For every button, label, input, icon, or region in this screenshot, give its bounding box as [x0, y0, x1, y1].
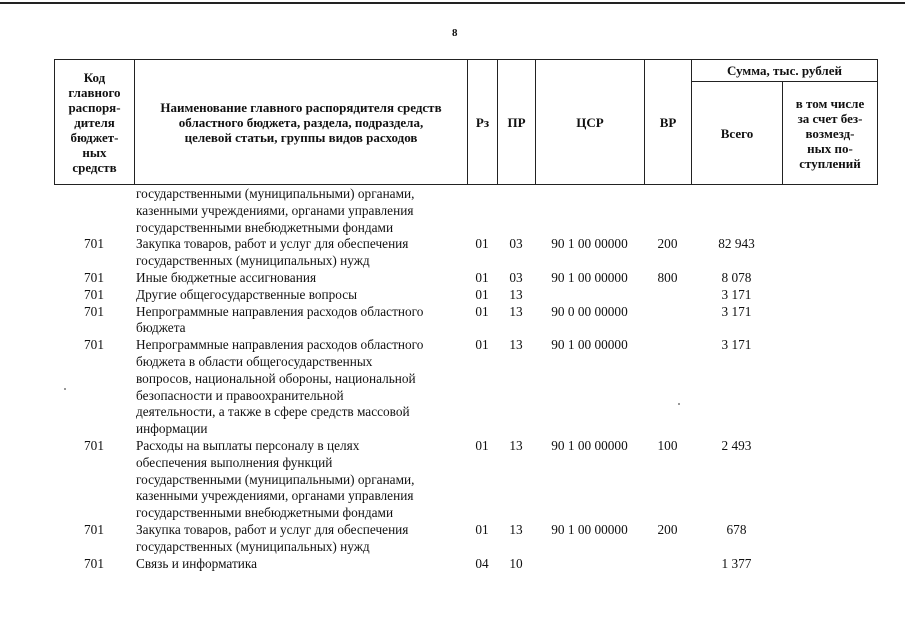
- row-rz: 01: [475, 236, 489, 252]
- row-vr: 200: [657, 236, 678, 252]
- row-name-line: бюджета: [136, 320, 186, 336]
- row-pr: 03: [509, 236, 523, 252]
- row-name-line: государственными (муниципальными) органами,: [136, 471, 415, 487]
- table-row: [54, 522, 877, 556]
- row-pr: 13: [509, 337, 523, 353]
- row-name: [134, 522, 467, 556]
- row-pr: [497, 186, 535, 236]
- page-number: 8: [452, 27, 458, 39]
- row-name-line: Закупка товаров, работ и услуг для обеспечения: [136, 236, 409, 252]
- row-code: 701: [84, 337, 104, 353]
- row-name-line: государственными внебюджетными фондами: [136, 219, 394, 235]
- row-name-line: бюджета в области общегосударственных: [136, 353, 373, 369]
- row-name-line: государственных (муниципальных) нужд: [136, 538, 370, 554]
- row-pr: 13: [509, 303, 523, 319]
- row-vr: [644, 304, 691, 338]
- row-rz: 01: [475, 521, 489, 537]
- row-incl: [782, 186, 877, 236]
- row-name-line: Иные бюджетные ассигнования: [136, 269, 317, 285]
- row-rz: 01: [475, 337, 489, 353]
- header-text-line: распоря-: [68, 99, 121, 115]
- header-csr: ЦСР: [536, 60, 645, 185]
- row-csr: [535, 556, 644, 573]
- row-incl: [782, 287, 877, 304]
- row-total: 2 493: [721, 437, 752, 453]
- row-vr: 100: [657, 437, 678, 453]
- table-row: [54, 186, 877, 236]
- row-incl: [782, 270, 877, 287]
- row-csr: 90 1 00 00000: [551, 269, 628, 285]
- row-total: [691, 186, 782, 236]
- row-name-line: вопросов, национальной обороны, национальной: [136, 370, 416, 386]
- scan-speck: [678, 403, 680, 405]
- row-csr: [535, 186, 644, 236]
- table-row: [54, 438, 877, 522]
- header-text-line: средств: [72, 159, 117, 175]
- row-name: [134, 287, 467, 304]
- row-incl: [782, 236, 877, 270]
- header-text-line: областного бюджета, раздела, подраздела,: [178, 114, 424, 130]
- header-total: Всего: [692, 82, 783, 185]
- row-rz: 01: [475, 303, 489, 319]
- header-name: [135, 60, 468, 185]
- table-row: [54, 236, 877, 270]
- row-rz: 04: [475, 555, 489, 571]
- table-row: [54, 337, 877, 438]
- row-csr: 90 1 00 00000: [551, 521, 628, 537]
- row-vr: [644, 556, 691, 573]
- row-pr: 13: [509, 437, 523, 453]
- row-csr: [535, 287, 644, 304]
- row-name-line: Расходы на выплаты персоналу в целях: [136, 437, 360, 453]
- row-name-line: Непрограммные направления расходов областного: [136, 337, 424, 353]
- row-total: 678: [726, 521, 747, 537]
- header-text-line: в том числе: [795, 95, 865, 111]
- header-text-line: Наименование главного распорядителя средств: [160, 99, 442, 115]
- row-name: [134, 236, 467, 270]
- scan-speck: [64, 388, 66, 390]
- row-pr: 13: [509, 286, 523, 302]
- row-name-line: обеспечения выполнения функций: [136, 454, 333, 470]
- row-name-line: безопасности и правоохранительной: [136, 387, 344, 403]
- header-text-line: ных: [82, 144, 107, 160]
- row-code: 701: [84, 303, 104, 319]
- row-total: 3 171: [721, 303, 752, 319]
- table-row: [54, 270, 877, 287]
- row-rz: 01: [475, 269, 489, 285]
- header-text-line: бюджет-: [70, 129, 119, 145]
- header-text-line: ступлений: [799, 155, 861, 171]
- row-vr: 200: [657, 521, 678, 537]
- table-row: [54, 287, 877, 304]
- row-code: 701: [84, 521, 104, 537]
- top-border-line: [0, 2, 905, 4]
- row-code: 701: [84, 555, 104, 571]
- row-vr: [644, 186, 691, 236]
- header-vr: ВР: [645, 60, 692, 185]
- header-text-line: дителя: [74, 114, 115, 130]
- row-incl: [782, 304, 877, 338]
- row-vr: 800: [657, 269, 678, 285]
- row-code: [54, 186, 134, 236]
- row-csr: 90 0 00 00000: [551, 303, 628, 319]
- row-name-line: Непрограммные направления расходов областного: [136, 303, 424, 319]
- header-code: [55, 60, 135, 185]
- table-body: [54, 186, 877, 572]
- row-name-line: казенными учреждениями, органами управления: [136, 488, 414, 504]
- table-row: [54, 304, 877, 338]
- row-name-line: государственных (муниципальных) нужд: [136, 253, 370, 269]
- header-text-line: Код: [83, 69, 106, 85]
- row-total: 1 377: [721, 555, 752, 571]
- row-name: [134, 304, 467, 338]
- header-text-line: за счет без-: [797, 110, 863, 126]
- row-code: 701: [84, 269, 104, 285]
- row-pr: 13: [509, 521, 523, 537]
- row-rz: 01: [475, 286, 489, 302]
- row-code: 701: [84, 437, 104, 453]
- row-name-line: Другие общегосударственные вопросы: [136, 286, 358, 302]
- row-name-line: государственными (муниципальными) органами,: [136, 186, 415, 201]
- row-pr: 10: [509, 555, 523, 571]
- row-csr: 90 1 00 00000: [551, 337, 628, 353]
- row-incl: [782, 337, 877, 438]
- header-text-line: целевой статьи, группы видов расходов: [184, 129, 418, 145]
- row-name-line: Закупка товаров, работ и услуг для обеспечения: [136, 521, 409, 537]
- row-total: 82 943: [718, 236, 755, 252]
- row-vr: [644, 337, 691, 438]
- header-rz: Рз: [468, 60, 498, 185]
- header-sum: Сумма, тыс. рублей: [692, 60, 878, 82]
- row-name-line: казенными учреждениями, органами управления: [136, 202, 414, 218]
- row-incl: [782, 556, 877, 573]
- row-csr: 90 1 00 00000: [551, 236, 628, 252]
- row-rz: 01: [475, 437, 489, 453]
- row-total: 3 171: [721, 286, 752, 302]
- header-incl: [783, 82, 878, 185]
- row-rz: [467, 186, 497, 236]
- table-row: [54, 556, 877, 573]
- row-vr: [644, 287, 691, 304]
- row-incl: [782, 522, 877, 556]
- header-pr: ПР: [498, 60, 536, 185]
- row-name-line: информации: [136, 421, 208, 437]
- table-header: [54, 59, 878, 185]
- row-incl: [782, 438, 877, 522]
- row-name: [134, 337, 467, 438]
- row-name: [134, 556, 467, 573]
- row-name: [134, 270, 467, 287]
- header-text-line: возмезд-: [805, 125, 855, 141]
- row-csr: 90 1 00 00000: [551, 437, 628, 453]
- header-text-line: ных по-: [807, 140, 853, 156]
- header-text-line: главного: [68, 84, 121, 100]
- row-code: 701: [84, 286, 104, 302]
- row-pr: 03: [509, 269, 523, 285]
- row-name-line: государственными внебюджетными фондами: [136, 505, 394, 521]
- row-name-line: Связь и информатика: [136, 555, 258, 571]
- row-name: [134, 186, 467, 236]
- row-code: 701: [84, 236, 104, 252]
- row-total: 8 078: [721, 269, 752, 285]
- row-total: 3 171: [721, 337, 752, 353]
- row-name: [134, 438, 467, 522]
- row-name-line: деятельности, а также в сфере средств массовой: [136, 404, 410, 420]
